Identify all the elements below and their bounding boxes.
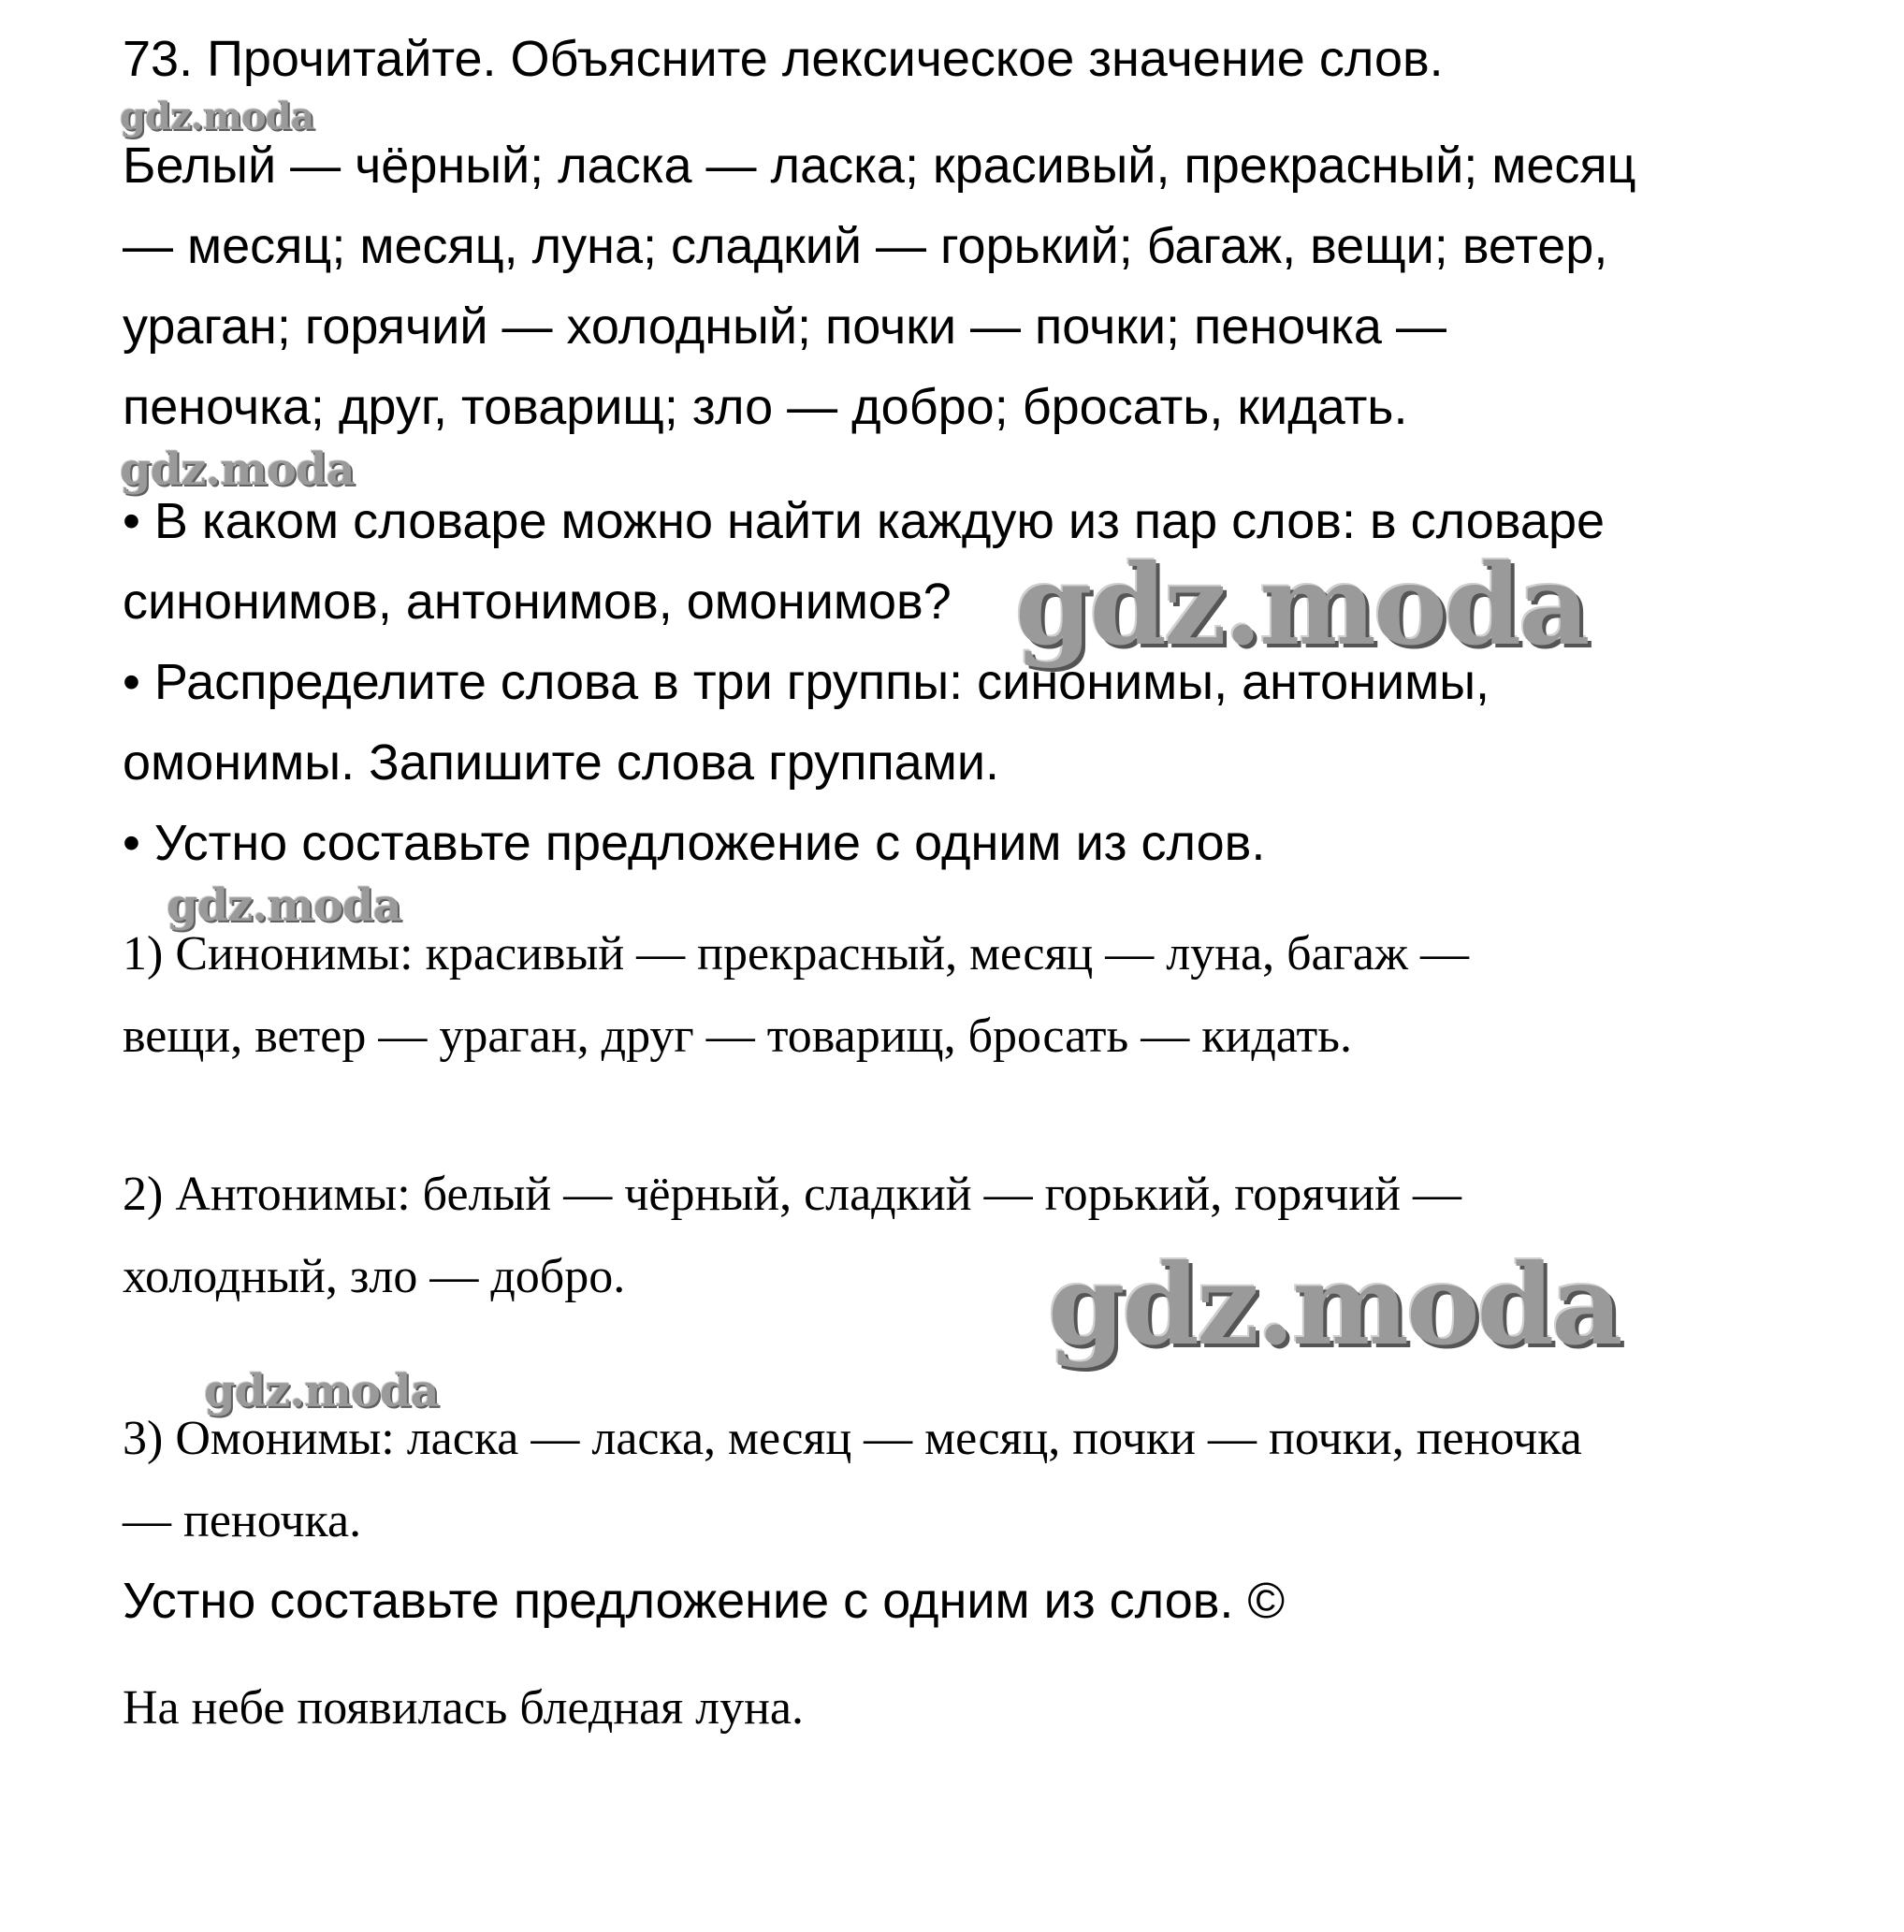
- answer-homonyms-line: 3) Омонимы: ласка — ласка, месяц — месяц, почки — почки, пеночка: [123, 1412, 1582, 1465]
- question-line: омонимы. Запишите слова группами.: [123, 734, 1000, 791]
- question-line: • В каком словаре можно найти каждую из пар слов: в словаре: [123, 493, 1606, 549]
- answer-antonyms-line: 2) Антонимы: белый — чёрный, сладкий — горький, горячий —: [123, 1168, 1461, 1221]
- word-list-line: пеночка; друг, товарищ; зло — добро; бросать, кидать.: [123, 379, 1408, 435]
- task-heading: 73. Прочитайте. Объясните лексическое значение слов.: [123, 31, 1444, 87]
- watermark-logo: gdz.moda: [1015, 540, 1588, 670]
- word-list-line: — месяц; месяц, луна; сладкий — горький; багаж, вещи; ветер,: [123, 218, 1608, 274]
- answer-homonyms-line: — пеночка.: [123, 1494, 362, 1547]
- answer-synonyms-line: вещи, ветер — ураган, друг — товарищ, бросать — кидать.: [123, 1010, 1352, 1063]
- answer-antonyms-line: холодный, зло — добро.: [123, 1250, 626, 1303]
- watermark-logo: gdz.moda: [167, 879, 401, 932]
- word-list-line: Белый — чёрный; ласка — ласка; красивый, прекрасный; месяц: [123, 138, 1636, 194]
- question-line: синонимов, антонимов, омонимов?: [123, 574, 952, 630]
- question-line: • Распределите слова в три группы: синонимы, антонимы,: [123, 654, 1490, 710]
- watermark-logo: gdz.moda: [120, 94, 314, 138]
- watermark-logo: gdz.moda: [204, 1365, 439, 1417]
- watermark-logo: gdz.moda: [120, 443, 355, 496]
- question-line: • Устно составьте предложение с одним из слов.: [123, 815, 1266, 871]
- answer-sentence: На небе появилась бледная луна.: [123, 1681, 804, 1735]
- answer-synonyms-line: 1) Синонимы: красивый — прекрасный, месяц — луна, багаж —: [123, 927, 1469, 981]
- oral-task-heading: Устно составьте предложение с одним из слов. ©: [123, 1573, 1286, 1629]
- word-list-line: ураган; горячий — холодный; почки — почки; пеночка —: [123, 298, 1446, 355]
- watermark-logo: gdz.moda: [1048, 1240, 1621, 1370]
